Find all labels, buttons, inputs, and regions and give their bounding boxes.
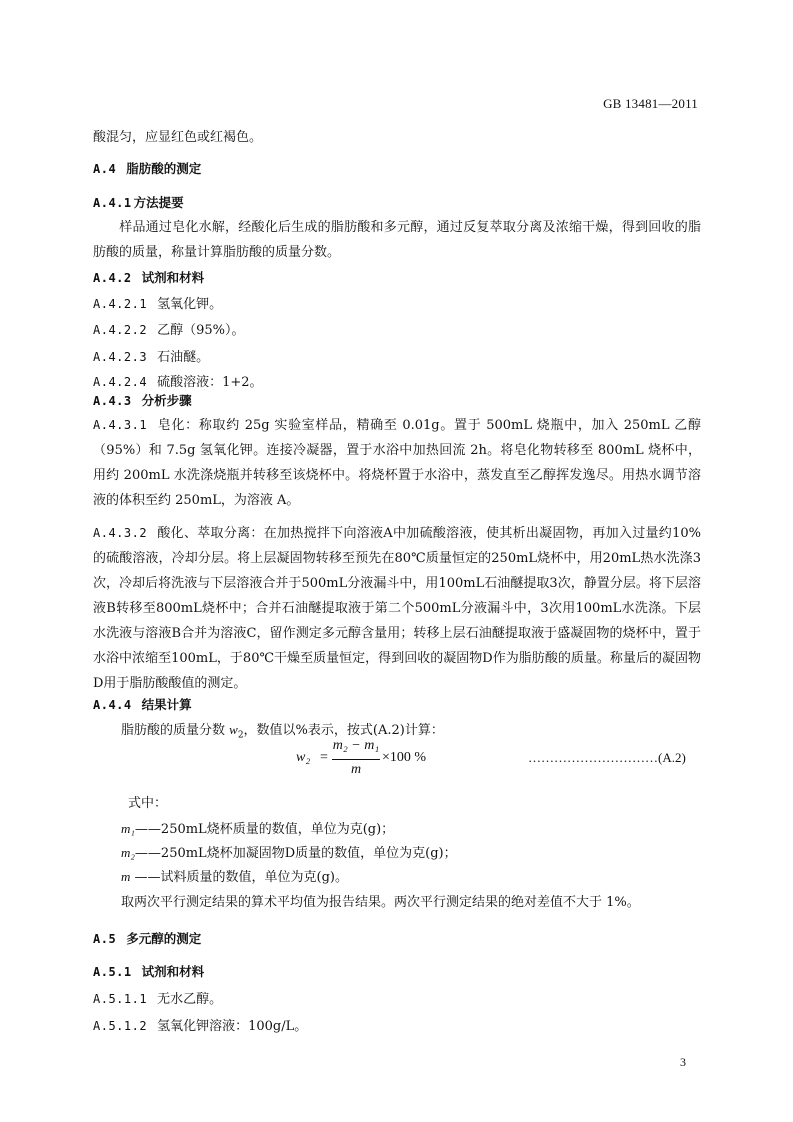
formula-denominator: m bbox=[350, 762, 362, 777]
section-a43-heading bbox=[93, 391, 192, 409]
definition-symbol: m bbox=[121, 869, 131, 884]
item-text: 无水乙醇。 bbox=[157, 992, 223, 1007]
result-intro: 脂肪酸的质量分数 $w_2$，数值以%表示，按式(A.2)计算： bbox=[121, 722, 444, 741]
item-a423 bbox=[93, 346, 209, 365]
section-number: A.4.1 bbox=[93, 196, 132, 210]
paragraph-a431 bbox=[93, 413, 701, 513]
item-text: 氢氧化钾溶液：100g/L。 bbox=[157, 1019, 308, 1034]
formula-tail: ×100 % bbox=[382, 750, 427, 765]
section-title: 试剂和材料 bbox=[141, 964, 205, 979]
definition-text: ——试料质量的数值，单位为克(g)。 bbox=[130, 870, 348, 885]
item-number: A.4.2.4 bbox=[93, 375, 148, 389]
item-text: 氢氧化钾。 bbox=[157, 297, 223, 312]
where-label: 式中： bbox=[128, 796, 168, 811]
definition-symbol: m₁ bbox=[121, 821, 135, 836]
formula-lhs: w₂ bbox=[296, 750, 311, 765]
item-a511 bbox=[93, 988, 222, 1007]
section-a5-heading bbox=[93, 929, 201, 947]
section-a41-heading bbox=[93, 193, 184, 211]
paragraph-a432 bbox=[93, 521, 701, 696]
item-a421 bbox=[93, 293, 222, 312]
item-a512 bbox=[93, 1015, 307, 1034]
item-number: A.5.1.2 bbox=[93, 1019, 148, 1033]
section-a44-heading bbox=[93, 695, 192, 713]
standard-number: GB 13481—2011 bbox=[603, 96, 698, 111]
item-text: 硫酸溶液：1+2。 bbox=[157, 375, 263, 390]
section-title: 结果计算 bbox=[141, 697, 192, 712]
formula-a2 bbox=[296, 738, 446, 784]
section-number: A.5 bbox=[93, 932, 117, 946]
definition-symbol: m₂ bbox=[121, 845, 135, 860]
formula-reference: …………………………(A.2) bbox=[528, 750, 686, 765]
section-title: 试剂和材料 bbox=[141, 270, 205, 285]
formula-numerator: m₂ − m₁ bbox=[332, 738, 380, 753]
item-number: A.4.2.2 bbox=[93, 323, 148, 337]
carry-over-text: 酸混匀，应显红色或红褐色。 bbox=[93, 130, 263, 145]
item-number: A.5.1.1 bbox=[93, 992, 148, 1006]
section-number: A.4.4 bbox=[93, 698, 132, 712]
section-number: A.4.3 bbox=[93, 394, 132, 408]
formula-equals: = bbox=[320, 750, 328, 765]
formula-fraction-bar bbox=[332, 759, 380, 760]
item-number: A.4.3.1 bbox=[93, 418, 148, 432]
item-number: A.4.3.2 bbox=[93, 526, 148, 540]
section-a42-heading bbox=[93, 268, 204, 286]
item-number: A.4.2.1 bbox=[93, 297, 148, 311]
definition-text: ——250mL烧杯质量的数值，单位为克(g)； bbox=[134, 822, 395, 837]
section-a4-heading bbox=[93, 159, 201, 177]
section-number: A.4.2 bbox=[93, 271, 132, 285]
section-title: 脂肪酸的测定 bbox=[126, 161, 202, 176]
definition-m2 bbox=[121, 842, 457, 861]
item-a422 bbox=[93, 319, 244, 338]
section-title: 方法提要 bbox=[133, 195, 184, 210]
section-title: 分析步骤 bbox=[141, 393, 192, 408]
item-a424 bbox=[93, 371, 263, 390]
page-number: 3 bbox=[680, 1055, 686, 1069]
section-number: A.5.1 bbox=[93, 965, 132, 979]
section-a51-heading bbox=[93, 962, 204, 980]
result-statement: 取两次平行测定结果的算术平均值为报告结果。两次平行测定结果的绝对差值不大于 1%。 bbox=[121, 895, 640, 910]
definition-text: ——250mL烧杯加凝固物D质量的数值，单位为克(g)； bbox=[134, 846, 457, 861]
item-text: 皂化：称取约 25g 实验室样品，精确至 0.01g。置于 500mL 烧瓶中，加入 250mL 乙醇（95%）和 7.5g 氢氧化钾。连接冷凝器，置于水浴中加热回流 2h。将皂化物转移至 800mL 烧杯中，用约 200mL 水洗涤烧瓶并转移至该烧杯中。将烧杯置于水浴中，蒸发直至乙醇挥发逸尽。用热水调节溶液的体积至约 250mL，为溶液 A。 bbox=[93, 418, 701, 508]
item-text: 石油醚。 bbox=[157, 350, 210, 365]
section-number: A.4 bbox=[93, 162, 117, 176]
item-text: 酸化、萃取分离：在加热搅拌下向溶液A中加硫酸溶液，使其析出凝固物，再加入过量约10%的硫酸溶液，冷却分层。将上层凝固物转移至预先在80℃质量恒定的250mL烧杯中，用20mL热水洗涤3次，冷却后将洗液与下层溶液合并于500mL分液漏斗中，用100mL石油醚提取3次，静置分层。将下层溶液B转移至800mL烧杯中；合并石油醚提取液于第二个500mL分液漏斗中，3次用100mL水洗涤。下层水洗液与溶液B合并为溶液C，留作测定多元醇含量用；转移上层石油醚提取液于盛凝固物的烧杯中，置于水浴中浓缩至100mL，于80℃干燥至质量恒定，得到回收的凝固物D作为脂肪酸的质量。称量后的凝固物D用于脂肪酸酸值的测定。 bbox=[93, 526, 701, 691]
definition-m bbox=[121, 866, 348, 885]
section-title: 多元醇的测定 bbox=[126, 931, 202, 946]
definition-m1 bbox=[121, 818, 394, 837]
item-text: 乙醇（95%）。 bbox=[157, 323, 245, 338]
paragraph-method-summary: 样品通过皂化水解，经酸化后生成的脂肪酸和多元醇，通过反复萃取分离及浓缩干燥，得到回收的脂肪酸的质量，称量计算脂肪酸的质量分数。 bbox=[93, 220, 701, 260]
item-number: A.4.2.3 bbox=[93, 350, 148, 364]
